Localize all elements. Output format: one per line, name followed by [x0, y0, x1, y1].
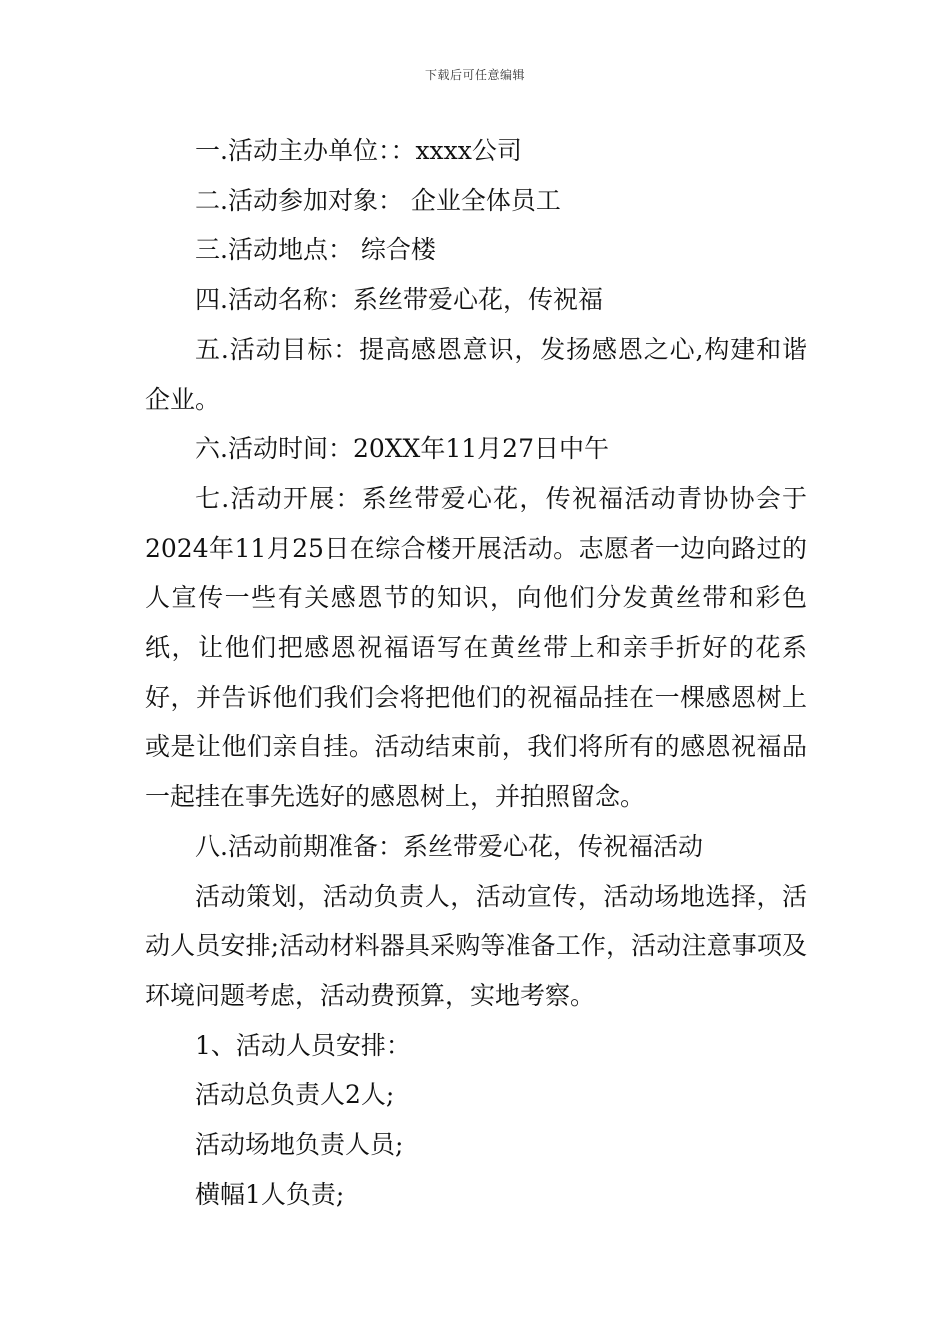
page-header: 下载后可任意编辑 [424, 68, 525, 82]
paragraph-activity-name: 四.活动名称：系丝带爱心花，传祝福 [195, 285, 603, 315]
document-body [145, 126, 807, 1219]
paragraph-participants: 二.活动参加对象： 企业全体员工 [195, 185, 561, 215]
paragraph-preparation: 八.活动前期准备：系丝带爱心花，传祝福活动 [195, 831, 703, 861]
paragraph-organizer: 一.活动主办单位：：xxxx公司 [195, 136, 522, 165]
paragraph-banner-staff: 横幅1人负责; [195, 1179, 345, 1209]
paragraph-time: 六.活动时间：20XX年11月27日中午 [195, 434, 609, 464]
paragraph-chief-staff: 活动总负责人2人; [195, 1080, 395, 1110]
paragraph-goal: 五.活动目标：提高感恩意识，发扬感恩之心,构建和谐企业。 [145, 334, 807, 414]
paragraph-staff-arrangement: 1、活动人员安排： [195, 1030, 411, 1060]
paragraph-venue-staff: 活动场地负责人员; [195, 1130, 404, 1160]
paragraph-preparation-details: 活动策划，活动负责人，活动宣传，活动场地选择，活动人员安排;活动材料器具采购等准备工作，活动注意事项及环境问题考虑，活动费预算，实地考察。 [145, 881, 807, 1010]
paragraph-location: 三.活动地点： 综合楼 [195, 235, 436, 265]
paragraph-activity-progress: 七.活动开展：系丝带爱心花，传祝福活动青协协会于2024年11月25日在综合楼开展活动。志愿者一边向路过的人宣传一些有关感恩节的知识，向他们分发黄丝带和彩色纸，让他们把感恩祝福语写在黄丝带上和亲手折好的花系好，并告诉他们我们会将把他们的祝福品挂在一棵感恩树上或是让他们亲自挂。活动结束前，我们将所有的感恩祝福品一起挂在事先选好的感恩树上，并拍照留念。 [145, 483, 807, 812]
